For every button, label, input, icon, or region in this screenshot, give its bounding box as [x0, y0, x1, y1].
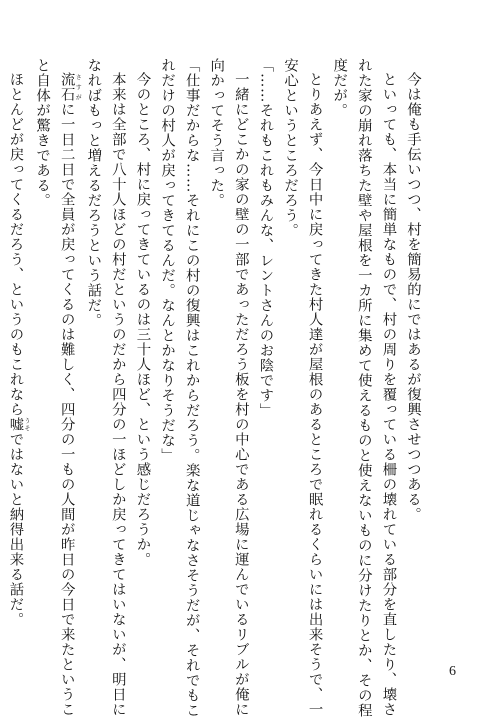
ruby-annotation: 流石 さすが — [58, 72, 82, 103]
dialogue-line: 「仕事だからな……それにこの村の復興はこれからだろう。楽な道じゃなさそうだが、それでもこ — [183, 58, 200, 718]
text-line: といっても、本当に簡単なもので、村の周りを覆っている柵の壊れている部分を直したり、壊さ — [380, 72, 397, 718]
text-line: れた家の崩れ落ちた壁や屋根を一カ所に集めて使えるものと使えないものに分けたりとか、その程 — [355, 58, 372, 718]
ruby-annotation: 嘘 うそ — [7, 417, 30, 433]
text-line: と自体が驚きである。 — [34, 58, 51, 208]
text-line: 度だが。 — [331, 58, 348, 118]
page-number: 6 — [449, 664, 456, 679]
text-line: 今は俺も手伝いつつ、村を簡易的にではあるが復興させつつある。 — [405, 72, 421, 523]
text-line: 向かってそう言った。 — [208, 58, 225, 208]
text-line: とりあえず、今日中に戻ってきた村人達が屋根のあるところで眠れるくらいには出来そうで、一 — [306, 72, 323, 718]
text-line: なればもっと増えるだろうという話だ。 — [85, 58, 102, 328]
vertical-text-body — [3, 58, 425, 718]
dialogue-line: れだけの村人が戻ってきてるんだ。なんとかなりそうだな」 — [159, 58, 176, 463]
text-line: 本来は全部で八十人ほどの村だというのだから四分の一ほどしか戻ってきてはいないが、明日に — [109, 72, 126, 718]
text-line: 安心というところだろう。 — [282, 58, 299, 238]
text-line-with-ruby: 流石 さすがに一日二日で全員が戻ってくるのは難しく、四分の一もの人間が昨日の今日で来たというこ — [58, 72, 82, 718]
ruby-reading: さすが — [74, 72, 82, 103]
text-line-with-ruby: ほとんどが戻ってくるだろう、というのもこれなら嘘 うそではないと納得出来る話だ。 — [7, 72, 30, 628]
text-line: 一緒にどこかの家の壁の一部であっただろう板を村の中心である広場に運んでいるリブルが俺に — [232, 72, 249, 718]
dialogue-line: 「……それもこれもみんな、レントさんのお陰です」 — [257, 58, 274, 418]
ruby-reading: うそ — [23, 417, 30, 433]
text-line: 今のところ、村に戻ってきているのは三十人ほど、という感じだろうか。 — [134, 72, 151, 568]
